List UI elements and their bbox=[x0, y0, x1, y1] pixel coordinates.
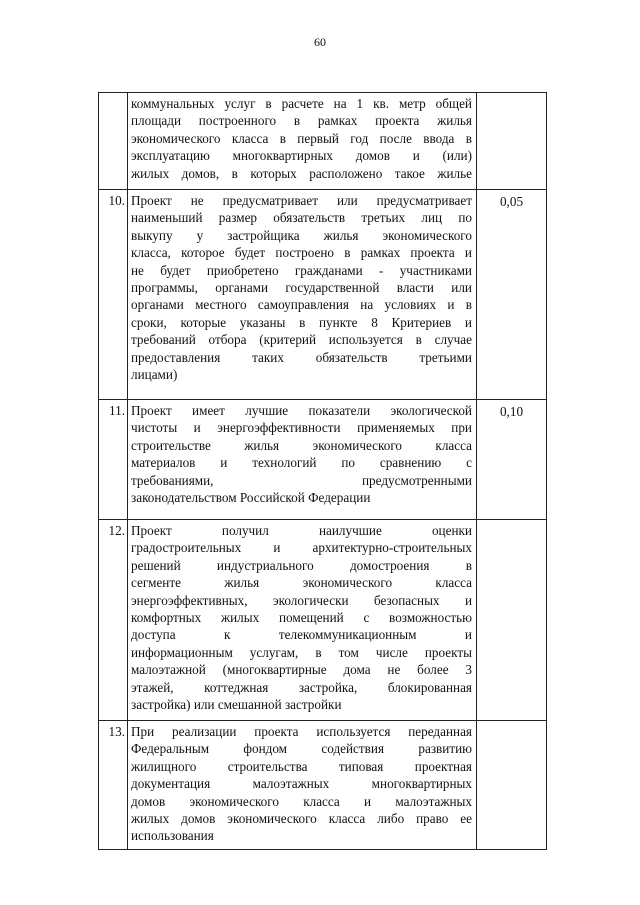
description-line: сроки, которые указаны в пункте 8 Критериев и bbox=[131, 314, 472, 330]
description-line: Федеральным фондом содействия развитию bbox=[131, 741, 472, 757]
description-line: требованиями, предусмотренными bbox=[131, 472, 472, 488]
table-row bbox=[99, 520, 547, 721]
row-number: 13. bbox=[99, 721, 128, 850]
description-line: информационным услугам, в том числе проекты bbox=[131, 644, 472, 660]
description-line: эксплуатацию многоквартирных домов и (или) bbox=[131, 148, 472, 164]
description-line: документация малоэтажных многоквартирных bbox=[131, 776, 472, 792]
description-line: градостроительных и архитектурно-строительных bbox=[131, 540, 472, 556]
row-number: 12. bbox=[99, 520, 128, 721]
description-line: коммунальных услуг в расчете на 1 кв. метр общей bbox=[131, 96, 472, 111]
description-line: Проект имеет лучшие показатели экологической bbox=[131, 403, 472, 418]
description-line: энергоэффективных, экологически безопасных и bbox=[131, 592, 472, 608]
description-line: выкупу у застройщика жилья экономического bbox=[131, 227, 472, 243]
description-line: площади построенного в рамках проекта жилья bbox=[131, 113, 472, 129]
description-line: использования bbox=[131, 828, 214, 844]
table-row bbox=[99, 190, 547, 400]
description-line: чистоты и энергоэффективности применяемых при bbox=[131, 420, 472, 436]
row-number bbox=[99, 93, 128, 190]
table-row bbox=[99, 721, 547, 850]
row-weight: 0,05 bbox=[477, 190, 547, 400]
description-line: застройка) или смешанной застройки bbox=[131, 697, 342, 713]
description-line: класса, которое будет построено в рамках проекта и bbox=[131, 245, 472, 261]
description-line: жилых домов экономического класса либо право ее bbox=[131, 811, 472, 827]
description-line: программы, органами государственной власти или bbox=[131, 280, 472, 296]
page-number: 60 bbox=[314, 35, 326, 49]
row-number: 11. bbox=[99, 400, 128, 520]
description-line: наименьший размер обязательств третьих лиц по bbox=[131, 210, 472, 226]
description-line: доступа к телекоммуникационным и bbox=[131, 627, 472, 643]
description-line: При реализации проекта используется переданная bbox=[131, 724, 472, 739]
description-line: сегменте жилья экономического класса bbox=[131, 575, 472, 591]
row-weight bbox=[477, 721, 547, 850]
table-row bbox=[99, 93, 547, 190]
row-weight: 0,10 bbox=[477, 400, 547, 520]
criteria-table bbox=[98, 92, 547, 850]
description-line: требований отбора (критерий используется в случае bbox=[131, 332, 472, 348]
description-line: жилых домов, в которых расположено такое жилье bbox=[131, 165, 472, 181]
description-line: строительстве жилья экономического класса bbox=[131, 437, 472, 453]
description-line: домов экономического класса и малоэтажных bbox=[131, 793, 472, 809]
row-weight bbox=[477, 93, 547, 190]
description-line: решений индустриального домостроения в bbox=[131, 557, 472, 573]
description-line: комфортных жилых помещений с возможностью bbox=[131, 610, 472, 626]
description-line: малоэтажной (многоквартирные дома не более 3 bbox=[131, 662, 472, 678]
description-line: этажей, коттеджная застройка, блокированная bbox=[131, 679, 472, 695]
description-line: жилищного строительства типовая проектная bbox=[131, 758, 472, 774]
description-line: лицами) bbox=[131, 367, 178, 383]
description-line: материалов и технологий по сравнению с bbox=[131, 455, 472, 471]
description-line: предоставления таких обязательств третьими bbox=[131, 349, 472, 365]
row-description bbox=[128, 520, 477, 721]
description-line: законодательством Российской Федерации bbox=[131, 490, 371, 506]
table-row bbox=[99, 400, 547, 520]
description-line: не будет приобретено гражданами - участниками bbox=[131, 262, 472, 278]
row-description bbox=[128, 400, 477, 520]
row-description bbox=[128, 721, 477, 850]
description-line: Проект не предусматривает или предусматривает bbox=[131, 193, 472, 208]
description-line: Проект получил наилучшие оценки bbox=[131, 523, 472, 538]
description-line: экономического класса в первый год после ввода в bbox=[131, 130, 472, 146]
row-description bbox=[128, 93, 477, 190]
row-number: 10. bbox=[99, 190, 128, 400]
row-description bbox=[128, 190, 477, 400]
description-line: органами местного самоуправления на условиях и в bbox=[131, 297, 472, 313]
row-weight bbox=[477, 520, 547, 721]
